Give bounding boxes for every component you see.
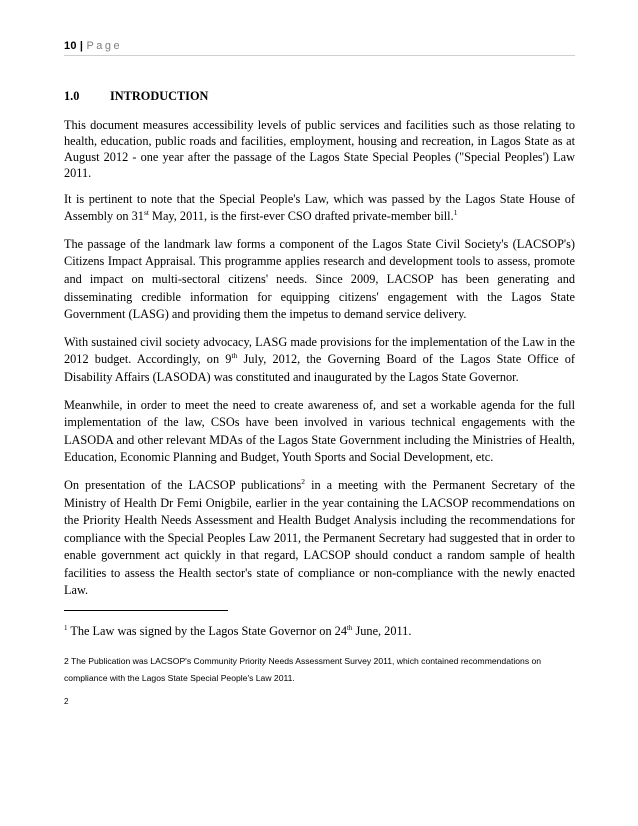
header-rule bbox=[64, 55, 575, 56]
paragraph-5: Meanwhile, in order to meet the need to create awareness of, and set a workable agenda for the full implementation of the law, CSOs have been involved in various technical engagements with the LASODA and other relevant MDAs of the Lagos State Government including the Ministries of Health, Education, Economic Planning and Budget, Youth Sports and Social Development, etc. bbox=[64, 397, 575, 465]
footnote-1-text-a: The Law was signed by the Lagos State Governor on 24 bbox=[67, 624, 347, 639]
footnote-1 bbox=[64, 623, 575, 641]
page-header bbox=[64, 40, 122, 52]
footnote-1-mark: 1 bbox=[64, 623, 68, 632]
section-number: 1.0 bbox=[64, 89, 80, 103]
paragraph-4-text-a: With sustained civil society advocacy, LASG made provisions for the implementation of the Law in the 2012 budget. Accordingly, on 9 bbox=[64, 334, 575, 367]
section-heading bbox=[64, 88, 575, 106]
page-word: Page bbox=[86, 40, 123, 52]
paragraph-6-text-a: On presentation of the LACSOP publications bbox=[64, 477, 302, 492]
paragraph-2 bbox=[64, 191, 575, 226]
ordinal-suffix: st bbox=[143, 208, 149, 218]
footnote-2: 2 The Publication was LACSOP's Community Priority Needs Assessment Survey 2011, which contained recommendations on compliance with the Lagos State Special People's Law 2011. bbox=[64, 655, 542, 683]
paragraph-2-text-b: May, 2011, is the first-ever CSO drafted private-member bill. bbox=[148, 209, 454, 224]
paragraph-2-text-a: It is pertinent to note that the Special People's Law, which was passed by the Lagos State House of Assembly on 31 bbox=[64, 191, 575, 224]
paragraph-6 bbox=[64, 477, 575, 600]
footnote-separator bbox=[64, 610, 228, 611]
header-separator: | bbox=[79, 40, 84, 52]
ordinal-suffix: th bbox=[231, 351, 238, 361]
page-number: 10 bbox=[64, 40, 77, 52]
paragraph-4-text-b: July, 2012, the Governing Board of the Lagos State Office of Disability Affairs (LASODA) was constituted and inaugurated by the Lagos State Governor. bbox=[64, 352, 575, 384]
footnote-1-text-b: June, 2011. bbox=[352, 624, 412, 639]
paragraph-1: This document measures accessibility levels of public services and facilities such as those relating to health, education, public roads and facilities, employment, housing and recreation, in Lagos State as at August 2012 - one year after the passage of the Lagos State Special Peoples ("Special Peoples') Law 2011. bbox=[64, 117, 575, 180]
section-title: INTRODUCTION bbox=[110, 89, 209, 103]
paragraph-4 bbox=[64, 334, 575, 387]
footnote-3-mark: 2 bbox=[64, 696, 69, 706]
paragraph-3: The passage of the landmark law forms a component of the Lagos State Civil Society's (LACSOP's) Citizens Impact Appraisal. This programme applies research and development tools to assess, promote and impact on multi-sectoral citizens' needs. Since 2009, LACSOP has been generating and disseminating credible information for equipping citizens' engagement with the Lagos State Government (LASG) and providing them the impetus to demand service delivery. bbox=[64, 236, 575, 322]
document-body bbox=[64, 88, 575, 710]
ordinal-suffix: th bbox=[346, 623, 353, 632]
footnote-ref-1[interactable]: 1 bbox=[453, 208, 458, 218]
paragraph-6-text-b: in a meeting with the Permanent Secretary of the Ministry of Health Dr Femi Onigbile, earlier in the year containing the LACSOP recommendations on the Priority Health Needs Assessment and Health Budget Analysis including the recommendations for compliance with the Special Peoples Law 2011, the Permanent Secretary had suggested that in order to enable government act quickly in that regard, LACSOP should conduct a random sample of health facilities to assess the Health sector's state of compliance or non-compliance with the newly enacted Law. bbox=[64, 477, 575, 598]
footnote-ref-2[interactable]: 2 bbox=[301, 476, 306, 486]
